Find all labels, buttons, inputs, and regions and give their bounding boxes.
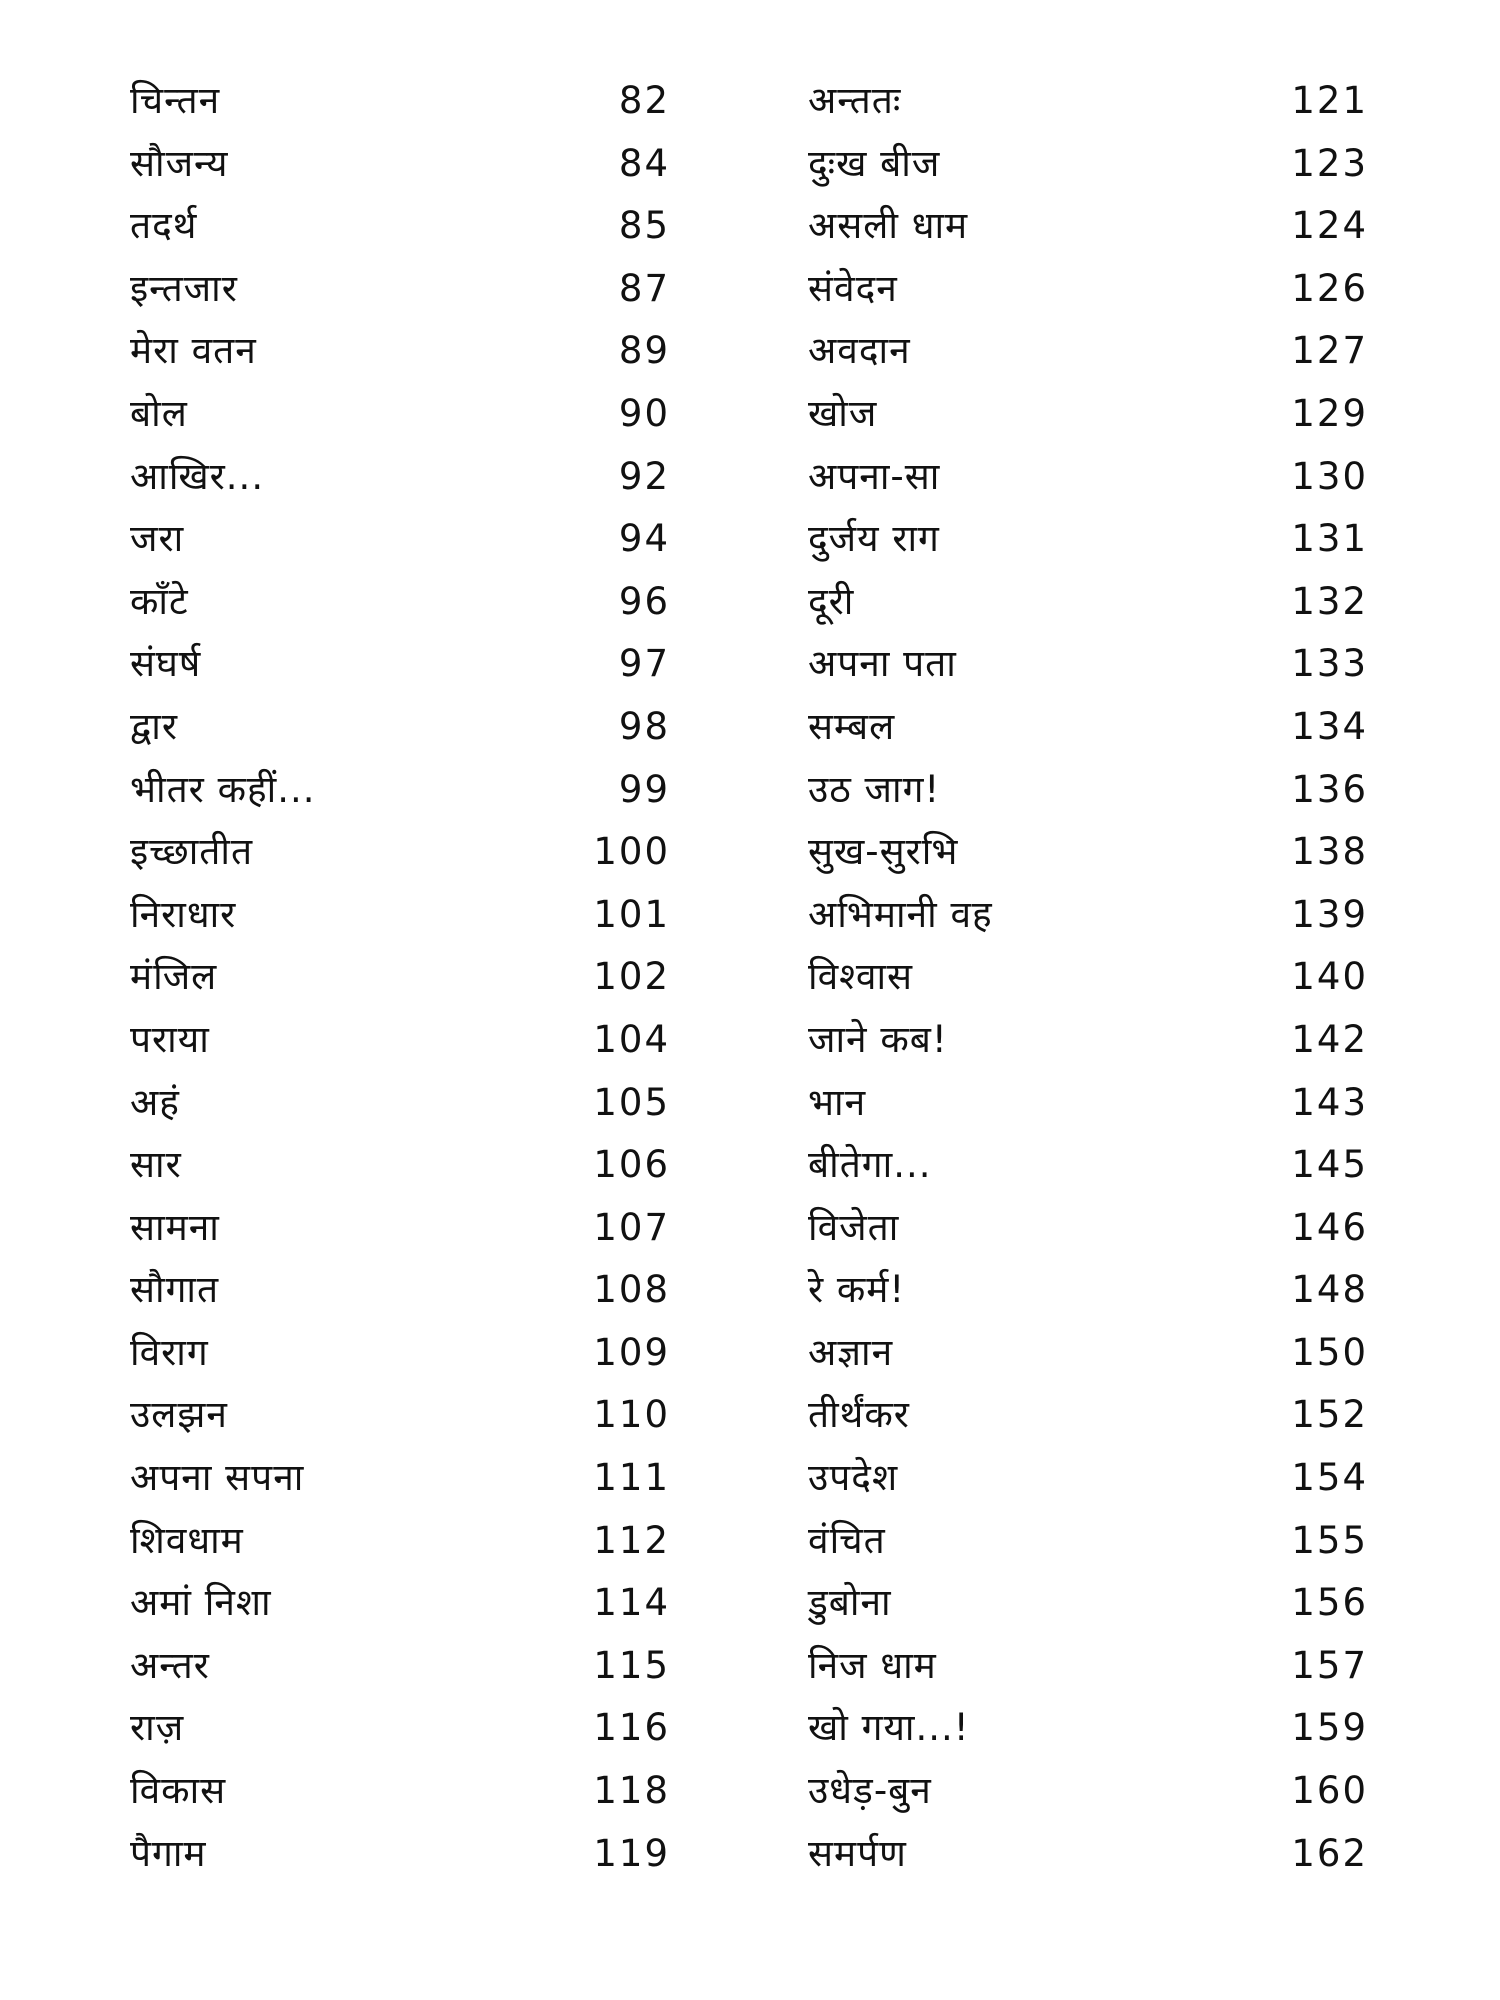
toc-entry — [808, 884, 1368, 947]
toc-entry — [808, 1259, 1368, 1322]
toc-entry-title: सुख-सुरभि — [808, 830, 959, 874]
toc-entry — [130, 1760, 690, 1823]
toc-entry-page-number: 148 — [1291, 1268, 1368, 1312]
toc-entry-page-number: 156 — [1291, 1581, 1368, 1625]
toc-entry-title: खो गया...! — [808, 1706, 970, 1750]
toc-entry-title: सौजन्य — [130, 141, 229, 185]
toc-entry — [130, 1072, 690, 1135]
toc-entry-page-number: 134 — [1291, 704, 1368, 748]
toc-entry-title: सम्बल — [808, 704, 896, 748]
toc-entry-page-number: 105 — [593, 1080, 670, 1124]
toc-entry-page-number: 96 — [618, 579, 670, 623]
toc-entry-title: दुर्जय राग — [808, 517, 940, 561]
toc-entry-page-number: 152 — [1291, 1393, 1368, 1437]
toc-entry-title: मंजिल — [130, 955, 218, 999]
toc-entry-page-number: 106 — [593, 1143, 670, 1187]
toc-entry-page-number: 139 — [1291, 892, 1368, 936]
toc-entry — [130, 508, 690, 571]
toc-entry-title: तीर्थंकर — [808, 1393, 910, 1437]
toc-entry-page-number: 115 — [593, 1643, 670, 1687]
toc-entry-title: सार — [130, 1143, 182, 1187]
toc-entry-page-number: 143 — [1291, 1080, 1368, 1124]
toc-entry — [808, 195, 1368, 258]
toc-entry — [808, 696, 1368, 759]
toc-entry — [808, 1760, 1368, 1823]
toc-entry — [130, 320, 690, 383]
toc-entry-page-number: 100 — [593, 830, 670, 874]
toc-entry — [130, 1384, 690, 1447]
toc-entry — [808, 1697, 1368, 1760]
toc-entry-page-number: 111 — [593, 1456, 670, 1500]
toc-entry-title: अवदान — [808, 329, 911, 373]
toc-entry — [808, 821, 1368, 884]
toc-entry-page-number: 107 — [593, 1205, 670, 1249]
toc-entry-title: उधेड़-बुन — [808, 1769, 932, 1813]
toc-entry — [808, 1635, 1368, 1698]
toc-entry-page-number: 129 — [1291, 391, 1368, 435]
toc-entry-page-number: 160 — [1291, 1769, 1368, 1813]
toc-entry — [130, 884, 690, 947]
toc-entry-title: काँटे — [130, 579, 189, 623]
toc-entry-page-number: 85 — [618, 204, 670, 248]
toc-entry — [808, 320, 1368, 383]
toc-entry-title: अपना पता — [808, 642, 957, 686]
toc-entry-title: सामना — [130, 1205, 220, 1249]
contents-column-right — [808, 70, 1368, 1885]
toc-entry — [808, 383, 1368, 446]
toc-entry-title: खोज — [808, 391, 878, 435]
toc-entry-page-number: 126 — [1291, 266, 1368, 310]
toc-entry-page-number: 157 — [1291, 1643, 1368, 1687]
toc-entry-page-number: 136 — [1291, 767, 1368, 811]
toc-entry — [808, 1572, 1368, 1635]
toc-entry-title: विजेता — [808, 1205, 900, 1249]
toc-entry-page-number: 154 — [1291, 1456, 1368, 1500]
toc-entry-title: अपना-सा — [808, 454, 941, 498]
toc-entry-page-number: 140 — [1291, 955, 1368, 999]
toc-entry-page-number: 145 — [1291, 1143, 1368, 1187]
toc-entry-title: द्वार — [130, 704, 178, 748]
toc-entry-page-number: 104 — [593, 1017, 670, 1061]
toc-entry-page-number: 109 — [593, 1330, 670, 1374]
toc-entry-title: राज़ — [130, 1706, 185, 1750]
toc-entry-title: उलझन — [130, 1393, 228, 1437]
toc-entry-page-number: 133 — [1291, 642, 1368, 686]
toc-entry — [130, 258, 690, 321]
toc-entry-title: उठ जाग! — [808, 767, 941, 811]
toc-entry — [130, 696, 690, 759]
toc-entry — [130, 195, 690, 258]
toc-entry-page-number: 127 — [1291, 329, 1368, 373]
toc-entry-page-number: 123 — [1291, 141, 1368, 185]
toc-entry-title: चिन्तन — [130, 79, 221, 122]
toc-entry — [130, 1197, 690, 1260]
toc-entry — [808, 70, 1368, 133]
toc-entry-title: भान — [808, 1080, 867, 1124]
contents-column-left — [130, 70, 690, 1885]
toc-entry — [130, 383, 690, 446]
toc-entry-title: वंचित — [808, 1518, 886, 1562]
toc-entry — [808, 258, 1368, 321]
toc-entry-title: संघर्ष — [130, 642, 202, 686]
toc-entry — [808, 571, 1368, 634]
toc-entry — [808, 446, 1368, 509]
toc-entry — [130, 70, 690, 133]
toc-entry-page-number: 146 — [1291, 1205, 1368, 1249]
toc-entry — [130, 1635, 690, 1698]
toc-entry-page-number: 92 — [618, 454, 670, 498]
toc-entry — [130, 1322, 690, 1385]
toc-entry — [808, 133, 1368, 196]
toc-entry-page-number: 98 — [618, 704, 670, 748]
toc-entry — [808, 1072, 1368, 1135]
toc-entry-page-number: 89 — [618, 329, 670, 373]
toc-entry-page-number: 124 — [1291, 204, 1368, 248]
toc-entry-title: निराधार — [130, 892, 237, 936]
toc-entry-page-number: 99 — [618, 767, 670, 811]
toc-entry-title: इच्छातीत — [130, 830, 254, 874]
toc-entry — [130, 1009, 690, 1072]
toc-entry — [808, 1823, 1368, 1886]
toc-entry-page-number: 142 — [1291, 1017, 1368, 1061]
toc-entry-title: अपना सपना — [130, 1456, 305, 1500]
toc-entry-title: भीतर कहीं... — [130, 767, 316, 811]
toc-entry-page-number: 150 — [1291, 1330, 1368, 1374]
toc-entry-page-number: 162 — [1291, 1831, 1368, 1875]
toc-entry-page-number: 112 — [593, 1518, 670, 1562]
toc-entry-page-number: 97 — [618, 642, 670, 686]
toc-entry-page-number: 155 — [1291, 1518, 1368, 1562]
toc-entry-title: असली धाम — [808, 204, 969, 248]
toc-entry-title: अमां निशा — [130, 1581, 272, 1625]
toc-entry-title: इन्तजार — [130, 266, 238, 310]
toc-entry-page-number: 84 — [618, 141, 670, 185]
toc-entry-page-number: 159 — [1291, 1706, 1368, 1750]
toc-entry-title: बीतेगा... — [808, 1143, 932, 1187]
toc-entry-title: दूरी — [808, 579, 855, 623]
toc-entry-title: अहं — [130, 1080, 180, 1124]
toc-entry — [808, 1384, 1368, 1447]
toc-entry-title: उपदेश — [808, 1456, 899, 1500]
toc-entry-title: तदर्थ — [130, 204, 198, 248]
toc-entry-title: जरा — [130, 517, 185, 561]
toc-entry — [808, 1322, 1368, 1385]
toc-entry — [808, 759, 1368, 822]
toc-entry-title: संवेदन — [808, 266, 898, 310]
toc-entry — [808, 1197, 1368, 1260]
toc-entry-page-number: 119 — [593, 1831, 670, 1875]
toc-entry-page-number: 114 — [593, 1581, 670, 1625]
toc-entry — [130, 821, 690, 884]
toc-entry-title: विश्वास — [808, 955, 914, 999]
toc-entry-page-number: 132 — [1291, 579, 1368, 623]
toc-entry — [808, 1009, 1368, 1072]
toc-entry-page-number: 87 — [618, 266, 670, 310]
toc-entry-page-number: 118 — [593, 1769, 670, 1813]
toc-entry-title: अन्ततः — [808, 79, 902, 122]
toc-entry — [808, 1447, 1368, 1510]
toc-entry — [808, 1510, 1368, 1573]
toc-entry-title: अभिमानी वह — [808, 892, 993, 936]
toc-entry — [130, 759, 690, 822]
toc-entry — [130, 1134, 690, 1197]
toc-entry-title: अन्तर — [130, 1643, 210, 1687]
toc-entry-title: सौगात — [130, 1268, 220, 1312]
toc-entry-page-number: 82 — [618, 79, 670, 122]
toc-entry — [130, 133, 690, 196]
toc-entry-title: शिवधाम — [130, 1518, 244, 1562]
toc-entry-title: पैगाम — [130, 1831, 207, 1875]
toc-entry-page-number: 130 — [1291, 454, 1368, 498]
toc-entry — [130, 946, 690, 1009]
toc-entry — [808, 508, 1368, 571]
toc-entry-title: जाने कब! — [808, 1017, 948, 1061]
toc-entry-title: डुबोना — [808, 1581, 892, 1625]
toc-entry — [130, 571, 690, 634]
toc-entry — [130, 1572, 690, 1635]
toc-entry-page-number: 121 — [1291, 79, 1368, 122]
toc-entry — [808, 946, 1368, 1009]
toc-entry — [130, 1510, 690, 1573]
toc-entry-title: निज धाम — [808, 1643, 937, 1687]
toc-entry — [130, 1447, 690, 1510]
toc-entry-page-number: 102 — [593, 955, 670, 999]
toc-entry-page-number: 138 — [1291, 830, 1368, 874]
toc-entry — [808, 633, 1368, 696]
toc-entry — [808, 1134, 1368, 1197]
toc-entry-page-number: 90 — [618, 391, 670, 435]
toc-entry-page-number: 101 — [593, 892, 670, 936]
toc-entry-title: पराया — [130, 1017, 210, 1061]
toc-entry — [130, 1697, 690, 1760]
toc-entry — [130, 1259, 690, 1322]
toc-entry-page-number: 94 — [618, 517, 670, 561]
toc-entry-title: विकास — [130, 1769, 227, 1813]
toc-entry — [130, 1823, 690, 1886]
toc-entry-title: समर्पण — [808, 1831, 907, 1875]
toc-entry — [130, 446, 690, 509]
toc-entry-title: मेरा वतन — [130, 329, 257, 373]
toc-entry — [130, 633, 690, 696]
toc-entry-page-number: 110 — [593, 1393, 670, 1437]
toc-entry-title: आखिर... — [130, 454, 265, 498]
toc-entry-title: अज्ञान — [808, 1330, 894, 1374]
toc-entry-title: विराग — [130, 1330, 209, 1374]
toc-entry-title: दुःख बीज — [808, 141, 941, 185]
toc-entry-title: रे कर्म! — [808, 1268, 906, 1312]
toc-entry-title: बोल — [130, 391, 188, 435]
toc-entry-page-number: 131 — [1291, 517, 1368, 561]
toc-entry-page-number: 116 — [593, 1706, 670, 1750]
toc-entry-page-number: 108 — [593, 1268, 670, 1312]
